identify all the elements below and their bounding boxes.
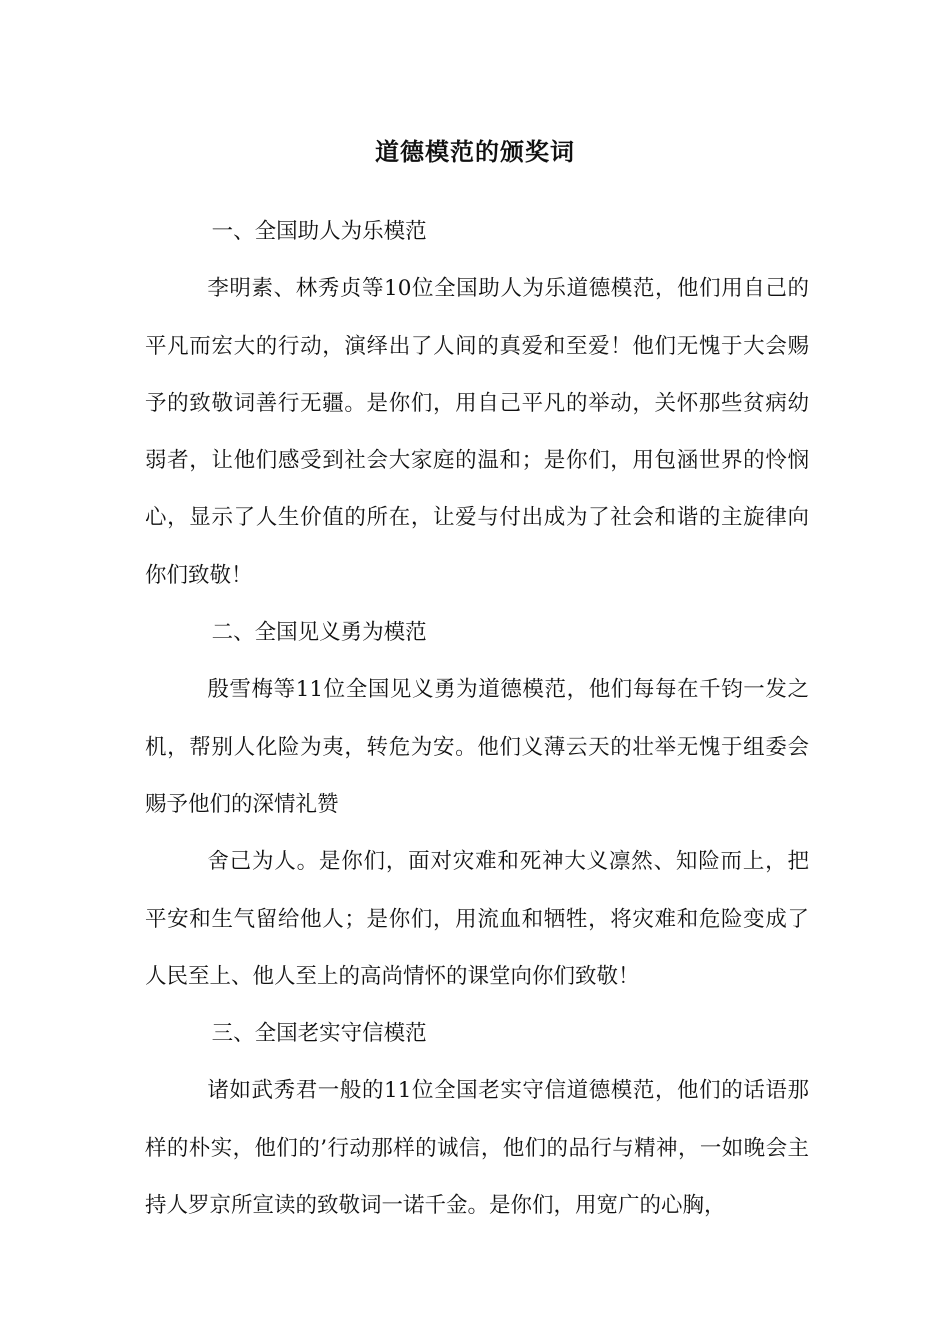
document-body (145, 203, 809, 1234)
section-heading-1: 一、全国助人为乐模范 (211, 219, 427, 244)
paragraph-2: 殷雪梅等11位全国见义勇为道德模范，他们每每在千钧一发之机，帮别人化险为夷，转危为安。他们义薄云天的壮举无愧于组委会赐予他们的深情礼赞 (145, 677, 809, 817)
section-heading-3: 三、全国老实守信模范 (211, 1021, 427, 1047)
paragraph-3: 舍己为人。是你们，面对灾难和死神大义凛然、知险而上，把平安和生气留给他人；是你们，用流血和牺牲，将灾难和危险变成了人民至上、他人至上的高尚情怀的课堂向你们致敬！ (145, 849, 809, 989)
paragraph-4: 诸如武秀君一般的11位全国老实守信道德模范，他们的话语那样的朴实，他们的’行动那样的诚信，他们的品行与精神，一如晚会主持人罗京所宣读的致敬词一诺千金。是你们，用宽广的心胸， (145, 1078, 809, 1219)
section-heading-2: 二、全国见义勇为模范 (211, 620, 427, 646)
paragraph-1: 李明素、林秀贞等10位全国助人为乐道德模范，他们用自己的平凡而宏大的行动，演绎出了人间的真爱和至爱！他们无愧于大会赐予的致敬词善行无疆。是你们，用自己平凡的举动，关怀那些贫病幼弱者，让他们感受到社会大家庭的温和；是你们，用包涵世界的怜悯心，显示了人生价值的所在，让爱与付出成为了社会和谐的主旋律向你们致敬！ (145, 276, 809, 588)
document-title: 道德模范的颁奖词 (375, 137, 575, 166)
